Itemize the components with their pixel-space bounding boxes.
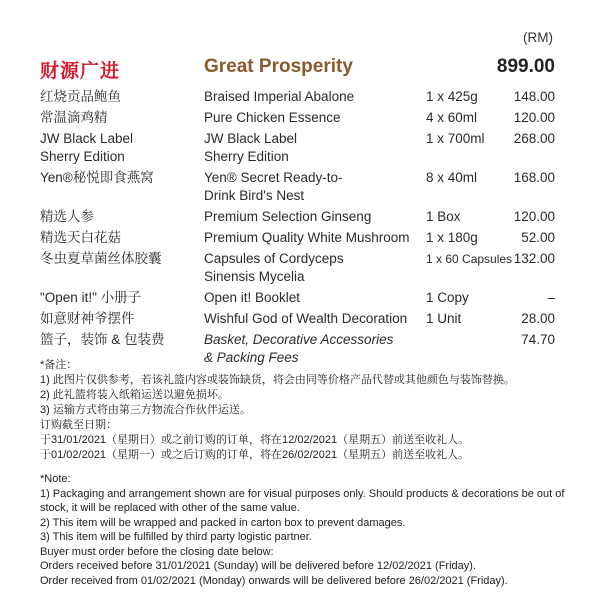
- hamper-total-price: 899.00: [496, 56, 555, 77]
- hamper-title-row: [40, 56, 555, 82]
- currency-label: (RM): [523, 30, 553, 45]
- notes-english: [40, 472, 570, 588]
- item-name-cn: Yen®秘悦即食燕窝: [40, 170, 154, 185]
- item-price: –: [547, 290, 555, 305]
- item-row: [40, 130, 555, 166]
- item-quantity: 8 x 40ml: [426, 170, 478, 185]
- item-quantity: 1 Unit: [426, 311, 462, 326]
- note-line: 订购截至日期：: [40, 419, 117, 431]
- item-name-cn: 常温滴鸡精: [40, 110, 108, 125]
- item-name-en: Capsules of Cordyceps Sinensis Mycelia: [204, 251, 344, 284]
- item-name-cn: 冬虫夏草菌丝体胶囊: [40, 251, 162, 266]
- item-price: 74.70: [521, 332, 555, 347]
- item-name-en: Open it! Booklet: [204, 290, 301, 305]
- item-name-en: Yen® Secret Ready-to-Drink Bird's Nest: [204, 170, 343, 203]
- notes-heading: *Note:: [40, 473, 71, 485]
- item-row: [40, 169, 555, 205]
- item-name-en: Wishful God of Wealth Decoration: [204, 311, 408, 326]
- item-price: 52.00: [521, 230, 555, 245]
- item-name-en: Pure Chicken Essence: [204, 110, 341, 125]
- item-quantity: 1 x 700ml: [426, 131, 485, 146]
- notes-chinese: [40, 358, 570, 463]
- item-name-cn: "Open it!" 小册子: [40, 290, 142, 305]
- item-row: [40, 88, 555, 106]
- item-price: 28.00: [521, 311, 555, 326]
- item-name-en: Premium Selection Ginseng: [204, 209, 372, 224]
- item-row: [40, 250, 555, 286]
- note-line: Orders received before 31/01/2021 (Sunday) will be delivered before 12/02/2021 (Friday).: [40, 560, 476, 572]
- item-name-cn: 如意财神爷摆件: [40, 311, 135, 326]
- note-line: 3) 运输方式将由第三方物流合作伙伴运送。: [40, 404, 251, 416]
- item-quantity: 1 x 180g: [426, 230, 478, 245]
- note-line: 1) 此图片仅供参考，若该礼篮内容或装饰缺货，将会由同等价格产品代替或其他颜色与装饰替换。: [40, 374, 515, 386]
- item-price: 120.00: [513, 110, 555, 125]
- notes-heading: *备注：: [40, 359, 78, 371]
- item-price: 132.00: [513, 251, 555, 266]
- note-line: 2) 此礼篮将装入纸箱运送以避免损坏。: [40, 389, 229, 401]
- item-row: [40, 229, 555, 247]
- item-name-en: Premium Quality White Mushroom: [204, 230, 410, 245]
- item-name-cn: 精选天白花菇: [40, 230, 121, 245]
- note-line: Buyer must order before the closing date below:: [40, 545, 274, 558]
- item-name-cn: 红烧贡品鲍鱼: [40, 89, 121, 104]
- note-line: 3) This item will be fulfilled by third party logistic partner.: [40, 531, 312, 543]
- item-price: 148.00: [513, 89, 555, 104]
- item-price: 168.00: [513, 170, 555, 185]
- item-name-en: Basket, Decorative Accessories & Packing Fees: [204, 332, 394, 365]
- item-quantity: 1 Box: [426, 209, 461, 224]
- note-line: 1) Packaging and arrangement shown are for visual purposes only. Should products & decorations be out of stock, it will be replaced with other of the same value.: [40, 487, 565, 514]
- item-name-en: Braised Imperial Abalone: [204, 89, 355, 104]
- item-quantity: 1 x 60 Capsules: [426, 252, 513, 266]
- item-quantity: 1 x 425g: [426, 89, 478, 104]
- item-price: 268.00: [513, 131, 555, 146]
- item-row: [40, 310, 555, 328]
- item-row: [40, 289, 555, 307]
- item-quantity: 1 Copy: [426, 290, 469, 305]
- hamper-title-en: Great Prosperity: [204, 56, 353, 77]
- note-line: 于01/02/2021（星期一）或之后订购的订单，将在26/02/2021（星期五）前送至收礼人。: [40, 449, 470, 461]
- item-quantity: 4 x 60ml: [426, 110, 478, 125]
- item-row: [40, 109, 555, 127]
- note-line: 于31/01/2021（星期日）或之前订购的订单，将在12/02/2021（星期五）前送至收礼人。: [40, 434, 470, 446]
- item-row: [40, 208, 555, 226]
- item-price: 120.00: [513, 209, 555, 224]
- note-line: 2) This item will be wrapped and packed in carton box to prevent damages.: [40, 516, 406, 529]
- item-name-cn: 篮子，装饰 & 包装费: [40, 332, 165, 347]
- item-list: [40, 88, 555, 367]
- hamper-title-cn: 财源广进: [40, 61, 121, 82]
- item-name-en: JW Black Label Sherry Edition: [204, 131, 298, 164]
- item-name-cn: JW Black Label Sherry Edition: [40, 131, 134, 164]
- item-name-cn: 精选人参: [40, 209, 94, 224]
- note-line: Order received from 01/02/2021 (Monday) onwards will be delivered before 26/02/2021 (Friday).: [40, 574, 508, 587]
